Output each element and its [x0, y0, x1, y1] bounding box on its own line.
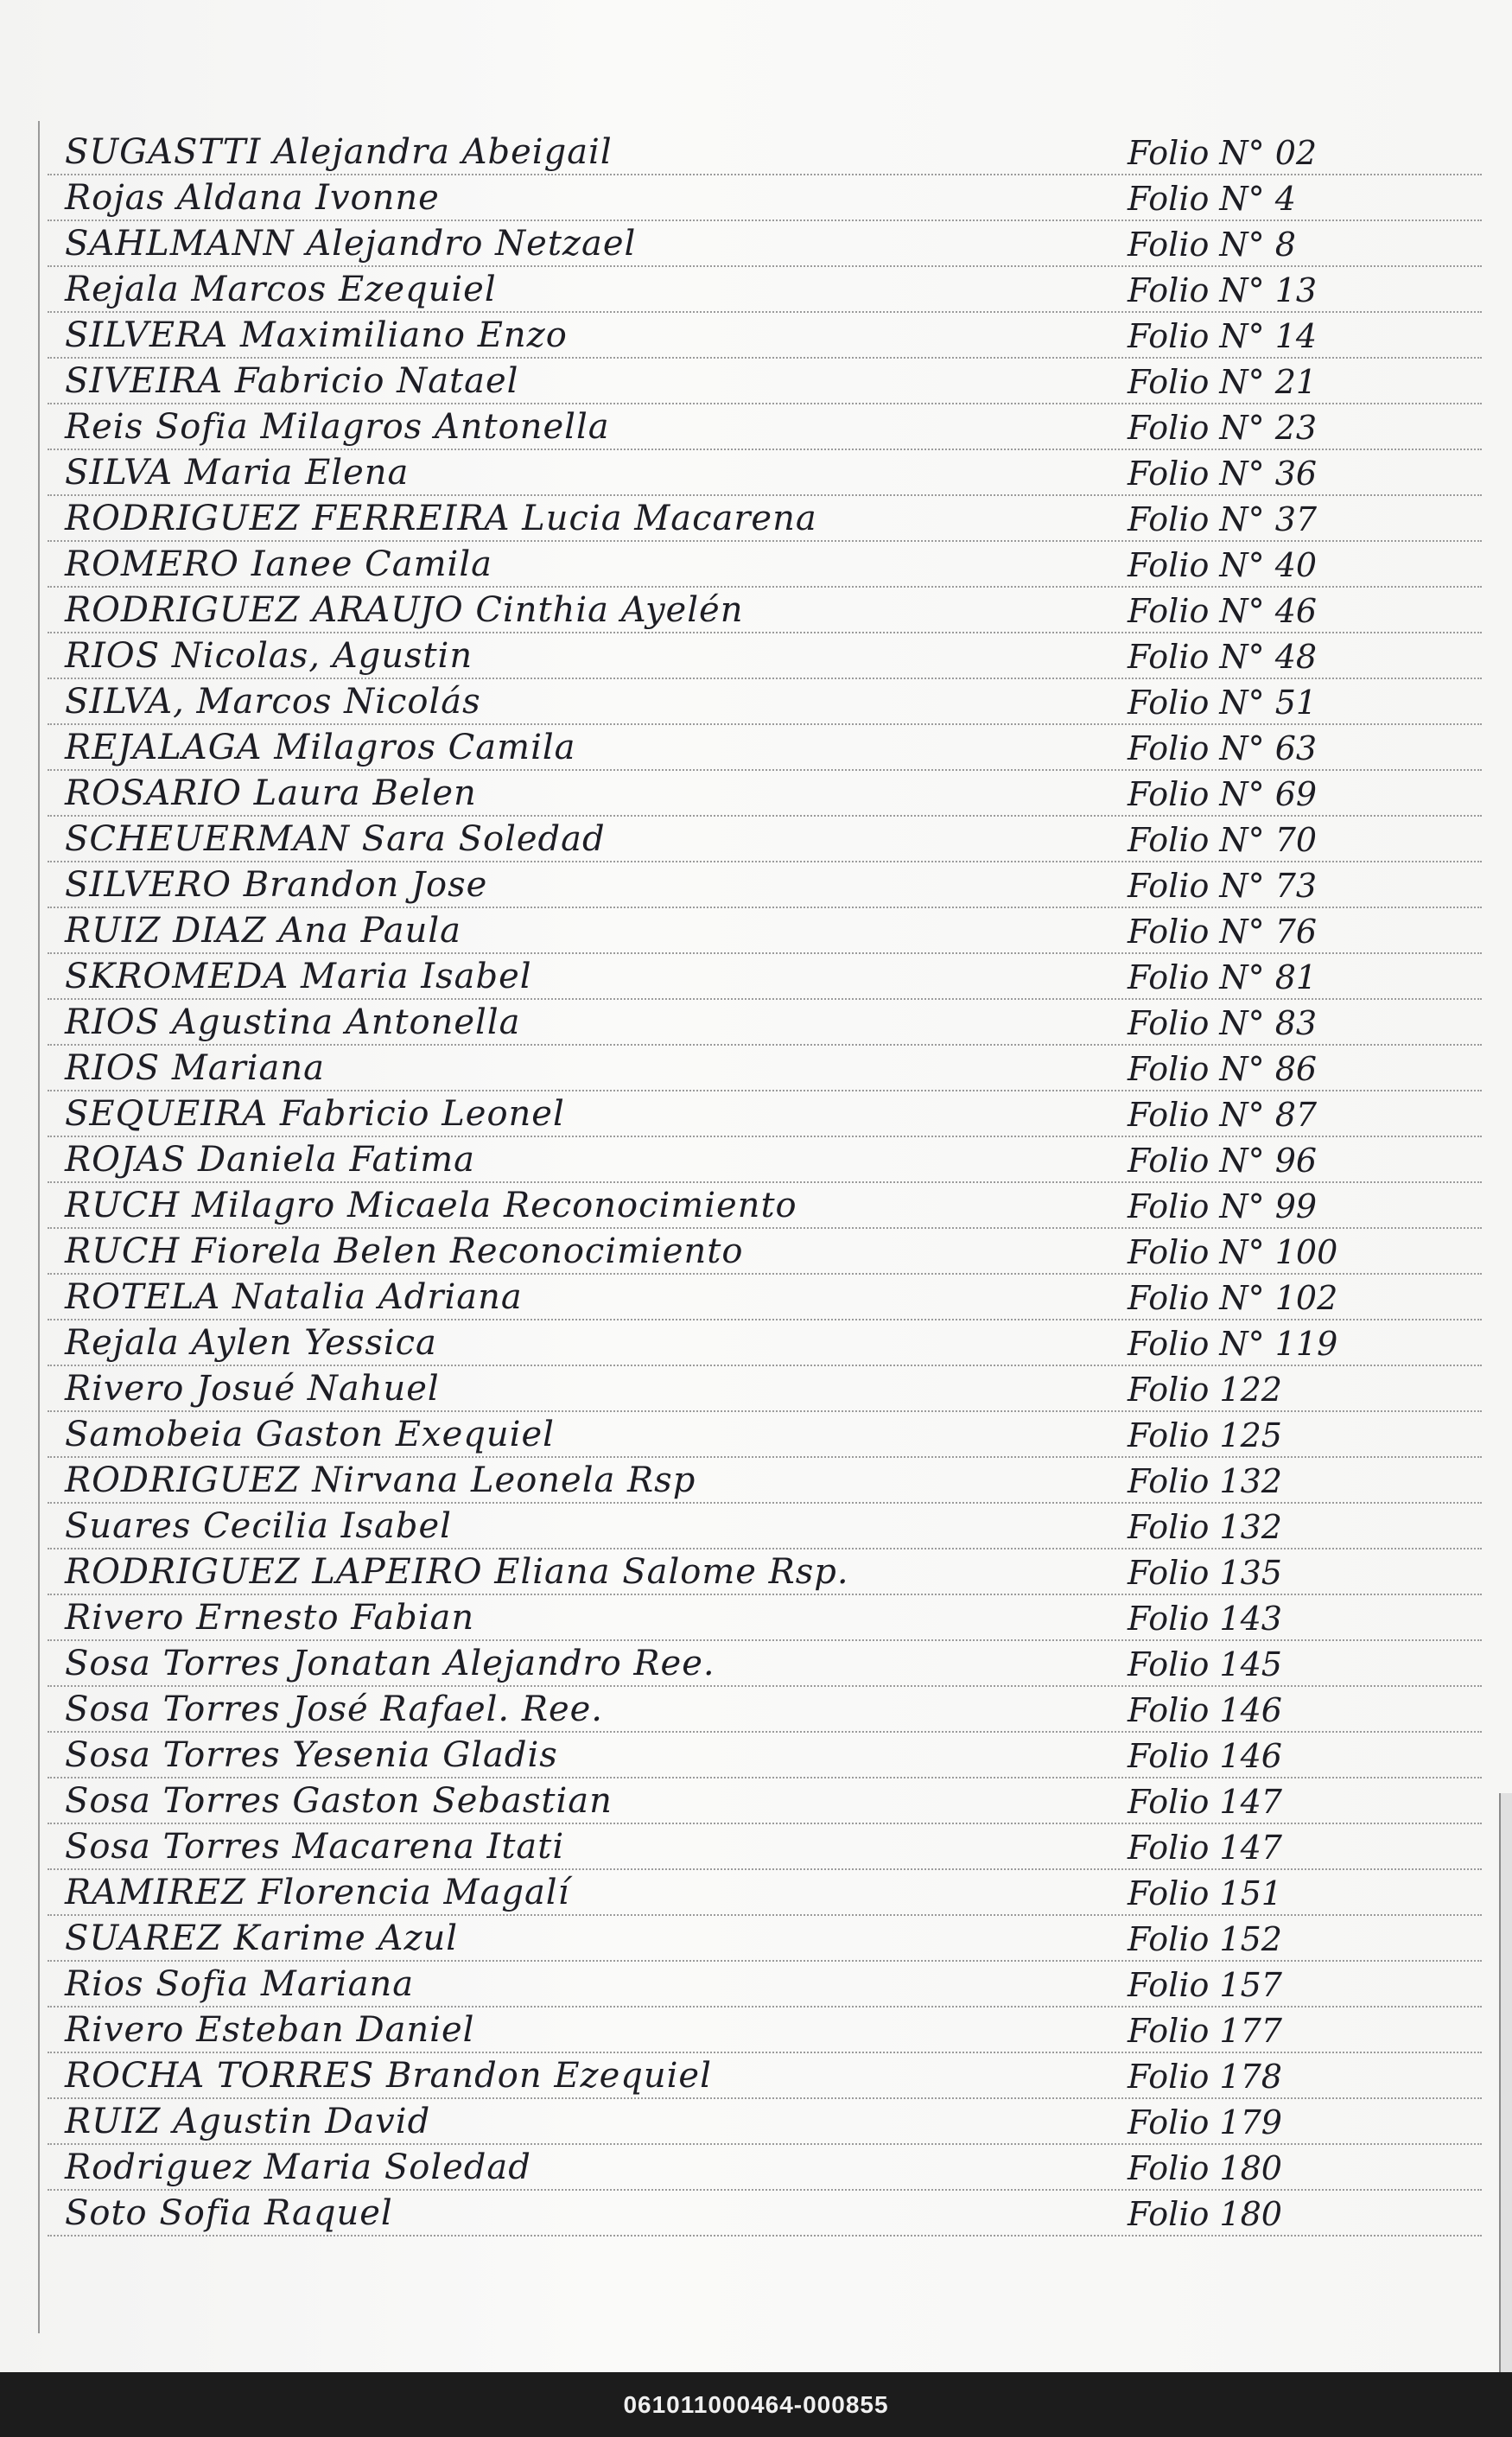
entry-name: Sosa Torres José Rafael. Ree. [65, 1689, 604, 1729]
entry-name: Rivero Esteban Daniel [65, 2010, 475, 2050]
page-edge-strip [1499, 1793, 1512, 2372]
ledger-row [48, 1595, 1482, 1641]
entry-folio: Folio N° 36 [1128, 455, 1318, 493]
entry-folio: Folio N° 69 [1128, 775, 1318, 813]
entry-name: ROMERO Ianee Camila [65, 544, 492, 584]
entry-name: RUIZ DIAZ Ana Paula [65, 911, 461, 951]
ledger-row [48, 588, 1482, 633]
entry-name: RUCH Milagro Micaela Reconocimiento [65, 1186, 797, 1225]
ledger-row [48, 359, 1482, 404]
entry-name: ROTELA Natalia Adriana [65, 1277, 523, 1317]
ledger-row [48, 1275, 1482, 1320]
ledger-row [48, 862, 1482, 908]
ledger-row [48, 1641, 1482, 1687]
entry-name: SCHEUERMAN Sara Soledad [65, 819, 606, 859]
entry-folio: Folio N° 86 [1128, 1050, 1318, 1088]
ledger-row [48, 1137, 1482, 1183]
ledger-row [48, 404, 1482, 450]
ledger-row [48, 1504, 1482, 1549]
entry-folio: Folio 125 [1128, 1416, 1282, 1454]
entry-folio: Folio N° 73 [1128, 867, 1318, 905]
ledger-row [48, 1183, 1482, 1229]
ledger-row [48, 450, 1482, 496]
entry-folio: Folio N° 13 [1128, 271, 1318, 309]
entry-name: ROCHA TORRES Brandon Ezequiel [65, 2056, 712, 2096]
entry-folio: Folio 177 [1128, 2012, 1282, 2050]
entry-folio: Folio 152 [1128, 1920, 1282, 1958]
entry-name: Samobeia Gaston Exequiel [65, 1415, 555, 1454]
ledger-row [48, 1778, 1482, 1824]
ledger-row [48, 771, 1482, 817]
entry-name: RIOS Mariana [65, 1048, 326, 1088]
entry-name: SIVEIRA Fabricio Natael [65, 361, 519, 401]
entry-folio: Folio N° 02 [1128, 134, 1318, 172]
ledger-row [48, 908, 1482, 954]
entry-folio: Folio 135 [1128, 1554, 1282, 1592]
ledger-row [48, 1458, 1482, 1504]
ledger-row [48, 130, 1482, 175]
ledger-row [48, 221, 1482, 267]
ledger-row [48, 1733, 1482, 1778]
entry-name: SEQUEIRA Fabricio Leonel [65, 1094, 565, 1134]
entry-name: RODRIGUEZ ARAUJO Cinthia Ayelén [65, 590, 744, 630]
entry-name: Rodriguez Maria Soledad [65, 2147, 531, 2187]
entry-folio: Folio N° 8 [1128, 226, 1296, 264]
ledger-row [48, 1000, 1482, 1046]
entry-name: RUCH Fiorela Belen Reconocimiento [65, 1231, 744, 1271]
entry-name: Rojas Aldana Ivonne [65, 178, 440, 218]
entry-folio: Folio N° 83 [1128, 1004, 1318, 1042]
entry-name: Rivero Ernesto Fabian [65, 1598, 475, 1638]
entry-name: RAMIREZ Florencia Magalí [65, 1873, 570, 1912]
entry-name: SKROMEDA Maria Isabel [65, 957, 532, 996]
ledger-row [48, 542, 1482, 588]
entry-name: Rejala Aylen Yessica [65, 1323, 437, 1363]
entry-folio: Folio N° 119 [1128, 1325, 1338, 1363]
entry-name: RODRIGUEZ LAPEIRO Eliana Salome Rsp. [65, 1552, 849, 1592]
entry-folio: Folio 143 [1128, 1600, 1282, 1638]
ledger-row [48, 1687, 1482, 1733]
ledger-row [48, 725, 1482, 771]
entry-name: Rejala Marcos Ezequiel [65, 270, 497, 309]
ledger-row [48, 1870, 1482, 1916]
entry-name: SILVA, Marcos Nicolás [65, 682, 481, 722]
entry-name: SAHLMANN Alejandro Netzael [65, 224, 637, 264]
footer-bar [0, 2372, 1512, 2437]
document-code: 061011000464-000855 [623, 2390, 889, 2418]
entry-name: ROJAS Daniela Fatima [65, 1140, 475, 1180]
entry-name: SILVERO Brandon Jose [65, 865, 488, 905]
ledger-row [48, 954, 1482, 1000]
ledger-row [48, 1412, 1482, 1458]
entry-name: RODRIGUEZ Nirvana Leonela Rsp [65, 1460, 696, 1500]
ledger-row [48, 2099, 1482, 2145]
ledger-row [48, 496, 1482, 542]
entry-list [48, 130, 1482, 2237]
entry-folio: Folio 179 [1128, 2103, 1282, 2141]
ledger-row [48, 1916, 1482, 1962]
entry-folio: Folio N° 48 [1128, 638, 1318, 676]
entry-folio: Folio N° 63 [1128, 729, 1318, 767]
entry-folio: Folio N° 23 [1128, 409, 1318, 447]
entry-name: Sosa Torres Macarena Itati [65, 1827, 565, 1867]
ledger-row [48, 2145, 1482, 2191]
entry-folio: Folio N° 40 [1128, 546, 1318, 584]
ledger-row [48, 1962, 1482, 2008]
entry-folio: Folio N° 99 [1128, 1187, 1318, 1225]
entry-folio: Folio N° 100 [1128, 1233, 1338, 1271]
ledger-row [48, 175, 1482, 221]
ledger-row [48, 1091, 1482, 1137]
entry-folio: Folio 132 [1128, 1508, 1282, 1546]
ledger-row [48, 1046, 1482, 1091]
entry-folio: Folio 132 [1128, 1462, 1282, 1500]
entry-folio: Folio 151 [1128, 1874, 1282, 1912]
ledger-row [48, 1229, 1482, 1275]
entry-name: RIOS Nicolas, Agustin [65, 636, 473, 676]
entry-folio: Folio N° 96 [1128, 1142, 1318, 1180]
ledger-row [48, 2191, 1482, 2237]
entry-folio: Folio 180 [1128, 2195, 1282, 2233]
entry-name: REJALAGA Milagros Camila [65, 728, 576, 767]
ledger-row [48, 1549, 1482, 1595]
entry-folio: Folio N° 87 [1128, 1096, 1318, 1134]
entry-folio: Folio N° 81 [1128, 958, 1318, 996]
ledger-row [48, 1824, 1482, 1870]
entry-folio: Folio N° 76 [1128, 913, 1318, 951]
ledger-row [48, 1320, 1482, 1366]
ledger-row [48, 313, 1482, 359]
entry-folio: Folio 146 [1128, 1691, 1282, 1729]
entry-folio: Folio 147 [1128, 1829, 1282, 1867]
entry-folio: Folio N° 46 [1128, 592, 1318, 630]
entry-name: SILVERA Maximiliano Enzo [65, 315, 568, 355]
entry-name: Soto Sofia Raquel [65, 2193, 393, 2233]
entry-name: SUAREZ Karime Azul [65, 1918, 459, 1958]
entry-folio: Folio N° 102 [1128, 1279, 1338, 1317]
entry-folio: Folio 145 [1128, 1645, 1282, 1683]
margin-line [38, 121, 40, 2333]
entry-name: RIOS Agustina Antonella [65, 1002, 521, 1042]
entry-name: Rivero Josué Nahuel [65, 1369, 440, 1409]
entry-folio: Folio N° 37 [1128, 500, 1318, 538]
entry-folio: Folio 147 [1128, 1783, 1282, 1821]
entry-name: Sosa Torres Yesenia Gladis [65, 1735, 558, 1775]
entry-folio: Folio 122 [1128, 1371, 1282, 1409]
entry-name: SILVA Maria Elena [65, 453, 410, 493]
entry-folio: Folio N° 21 [1128, 363, 1318, 401]
entry-name: RODRIGUEZ FERREIRA Lucia Macarena [65, 499, 817, 538]
entry-name: RUIZ Agustin David [65, 2102, 431, 2141]
entry-folio: Folio N° 14 [1128, 317, 1318, 355]
entry-name: Suares Cecilia Isabel [65, 1506, 452, 1546]
entry-name: Reis Sofia Milagros Antonella [65, 407, 610, 447]
entry-folio: Folio 146 [1128, 1737, 1282, 1775]
ledger-row [48, 633, 1482, 679]
entry-folio: Folio 178 [1128, 2058, 1282, 2096]
ledger-row [48, 2053, 1482, 2099]
ledger-row [48, 267, 1482, 313]
entry-name: Sosa Torres Jonatan Alejandro Ree. [65, 1644, 715, 1683]
entry-folio: Folio 180 [1128, 2149, 1282, 2187]
ledger-row [48, 817, 1482, 862]
entry-folio: Folio N° 4 [1128, 180, 1296, 218]
ledger-row [48, 1366, 1482, 1412]
entry-folio: Folio N° 70 [1128, 821, 1318, 859]
entry-folio: Folio 157 [1128, 1966, 1282, 2004]
entry-name: Sosa Torres Gaston Sebastian [65, 1781, 613, 1821]
ledger-row [48, 679, 1482, 725]
entry-folio: Folio N° 51 [1128, 684, 1318, 722]
entry-name: ROSARIO Laura Belen [65, 773, 477, 813]
ledger-row [48, 2008, 1482, 2053]
entry-name: SUGASTTI Alejandra Abeigail [65, 132, 613, 172]
entry-name: Rios Sofia Mariana [65, 1964, 415, 2004]
